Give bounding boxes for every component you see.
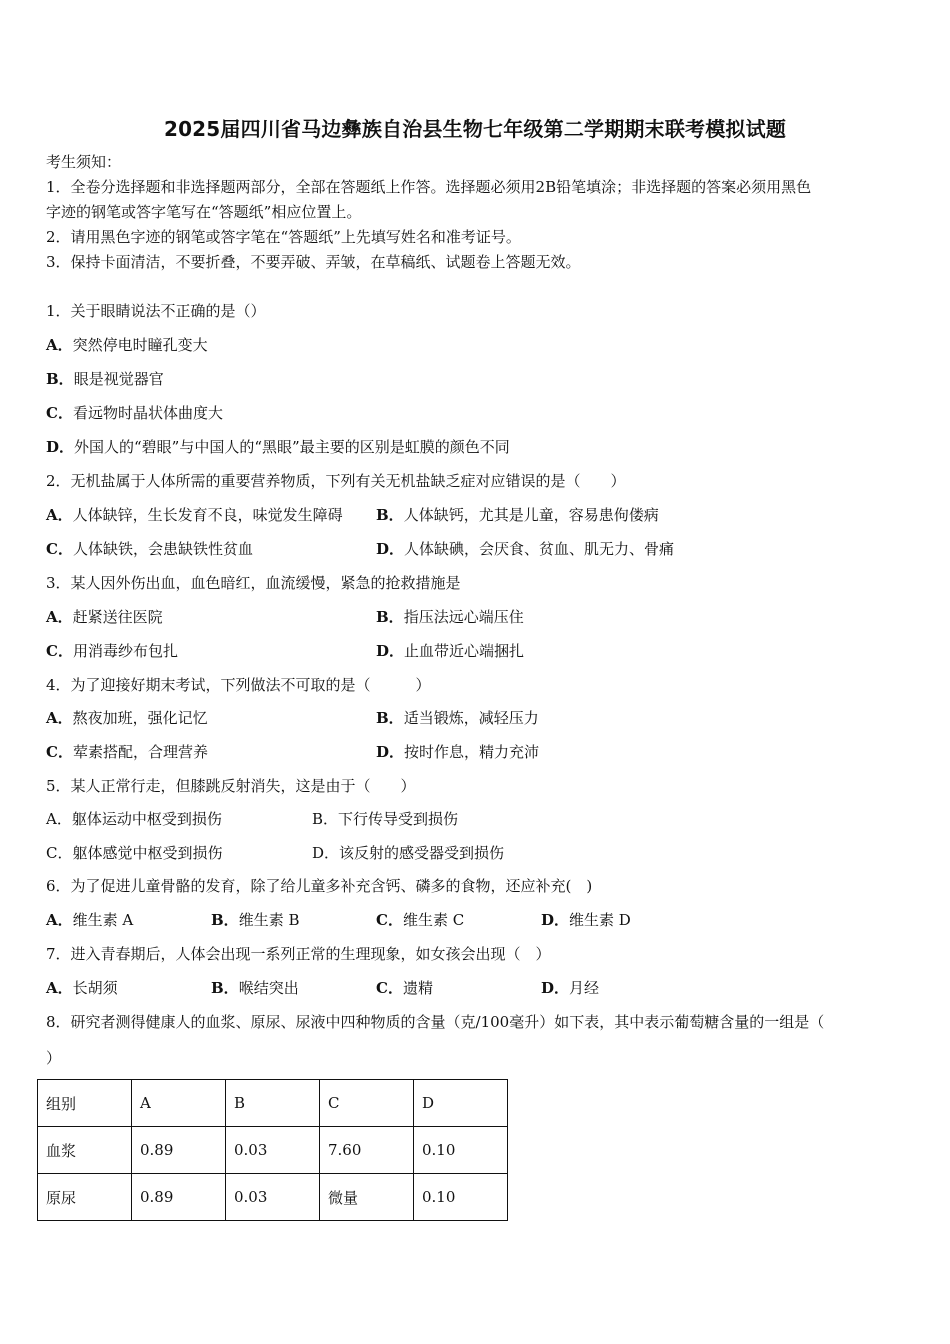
option-label: A． (46, 709, 73, 727)
option-text: 指压法远心端压住 (403, 608, 524, 626)
notice-item-1-line-2: 字迹的钢笔或答字笔写在“答题纸”相应位置上。 (46, 203, 362, 221)
option-label: D． (376, 540, 405, 558)
option-label: B． (376, 709, 404, 727)
table-cell: 0.10 (414, 1127, 508, 1174)
q2-stem: 2．无机盐属于人体所需的重要营养物质，下列有关无机盐缺乏症对应错误的是（ ） (46, 472, 626, 490)
q3-option-a (46, 607, 163, 627)
option-text: 长胡须 (72, 979, 118, 997)
q1-option-d (46, 437, 510, 457)
table-cell: 微量 (320, 1174, 414, 1221)
table-row (38, 1127, 508, 1174)
option-label: D． (541, 911, 570, 929)
q8-data-table (37, 1079, 508, 1221)
option-text: 止血带近心端捆扎 (404, 642, 525, 660)
option-text: 月经 (569, 979, 600, 997)
table-cell: C (320, 1080, 414, 1127)
q5-option-d: D．该反射的感受器受到损伤 (312, 844, 505, 862)
option-text: 维生素 A (72, 911, 134, 929)
option-label: B． (211, 911, 239, 929)
option-label: C． (376, 911, 403, 929)
q8-stem-line-2: ） (46, 1049, 62, 1067)
table-cell: 0.89 (132, 1174, 226, 1221)
table-cell: B (226, 1080, 320, 1127)
q2-option-b (376, 505, 659, 525)
option-label: C． (376, 979, 403, 997)
option-text: 荤素搭配，合理营养 (72, 743, 208, 761)
option-label: B． (46, 370, 74, 388)
q5-option-a: A．躯体运动中枢受到损伤 (46, 810, 222, 828)
option-label: A． (46, 336, 73, 354)
q4-stem: 4．为了迎接好期末考试，下列做法不可取的是（ ） (46, 676, 431, 694)
option-label: C． (46, 743, 73, 761)
option-text: 熬夜加班，强化记忆 (72, 709, 208, 727)
q1-stem: 1．关于眼睛说法不正确的是（） (46, 302, 266, 320)
option-text: 喉结突出 (238, 979, 299, 997)
table-header-row (38, 1080, 508, 1127)
option-text: 用消毒纱布包扎 (72, 642, 178, 660)
q5-stem: 5．某人正常行走，但膝跳反射消失，这是由于（ ） (46, 777, 416, 795)
table-cell: 0.10 (414, 1174, 508, 1221)
option-label: C． (46, 540, 73, 558)
q2-option-d (376, 539, 674, 559)
q6-stem: 6．为了促进儿童骨骼的发育，除了给儿童多补充含钙、磷多的食物，还应补充( ) (46, 877, 593, 895)
q2-option-c (46, 539, 253, 559)
option-label: A． (46, 979, 73, 997)
q2-option-a (46, 505, 343, 525)
q1-option-a (46, 335, 208, 355)
q4-option-b (376, 708, 539, 728)
q7-option-d (541, 978, 599, 998)
q3-option-c (46, 641, 178, 661)
option-text: 外国人的“碧眼”与中国人的“黑眼”最主要的区别是虹膜的颜色不同 (74, 438, 510, 456)
option-label: B． (211, 979, 239, 997)
notice-item-2: 2．请用黑色字迹的钢笔或答字笔在“答题纸”上先填写姓名和准考证号。 (46, 228, 521, 246)
option-text: 遗精 (402, 979, 433, 997)
table-cell: 0.89 (132, 1127, 226, 1174)
option-text: 人体缺碘，会厌食、贫血、肌无力、骨痛 (404, 540, 675, 558)
q7-option-a (46, 978, 118, 998)
option-label: D． (376, 743, 405, 761)
table-cell: 血浆 (38, 1127, 132, 1174)
option-label: A． (46, 506, 73, 524)
option-text: 按时作息，精力充沛 (404, 743, 540, 761)
option-text: 维生素 C (402, 911, 465, 929)
option-text: 适当锻炼，减轻压力 (403, 709, 539, 727)
option-text: 维生素 B (238, 911, 300, 929)
q1-option-b (46, 369, 164, 389)
option-label: B． (376, 608, 404, 626)
option-label: D． (46, 438, 75, 456)
q5-option-c: C．躯体感觉中枢受到损伤 (46, 844, 223, 862)
q7-stem: 7．进入青春期后，人体会出现一系列正常的生理现象，如女孩会出现（ ） (46, 945, 551, 963)
page-title: 2025届四川省马边彝族自治县生物七年级第二学期期末联考模拟试题 (163, 117, 787, 141)
option-text: 眼是视觉器官 (73, 370, 164, 388)
table-cell: 7.60 (320, 1127, 414, 1174)
option-text: 突然停电时瞳孔变大 (72, 336, 208, 354)
table-cell: 原尿 (38, 1174, 132, 1221)
option-label: C． (46, 404, 73, 422)
q5-option-b: B．下行传导受到损伤 (312, 810, 459, 828)
option-label: B． (376, 506, 404, 524)
table-cell: 组别 (38, 1080, 132, 1127)
notice-heading: 考生须知： (46, 153, 122, 171)
q3-option-b (376, 607, 524, 627)
q7-option-b (211, 978, 299, 998)
q7-option-c (376, 978, 433, 998)
table-cell: 0.03 (226, 1127, 320, 1174)
option-text: 赶紧送往医院 (72, 608, 163, 626)
notice-item-3: 3．保持卡面清洁，不要折叠，不要弄破、弄皱，在草稿纸、试题卷上答题无效。 (46, 253, 581, 271)
table-cell: 0.03 (226, 1174, 320, 1221)
q1-option-c (46, 403, 223, 423)
option-label: A． (46, 911, 73, 929)
q6-option-c (376, 910, 464, 930)
option-label: D． (376, 642, 405, 660)
q4-option-a (46, 708, 208, 728)
q8-stem-line-1: 8．研究者测得健康人的血浆、原尿、尿液中四种物质的含量（克/100毫升）如下表，其中表示葡萄糖含量的一组是（ (46, 1013, 825, 1031)
notice-item-1-line-1: 1．全卷分选择题和非选择题两部分，全部在答题纸上作答。选择题必须用2B铅笔填涂；非选择题的答案必须用黑色 (46, 178, 812, 196)
option-label: A． (46, 608, 73, 626)
q4-option-d (376, 742, 539, 762)
option-label: D． (541, 979, 570, 997)
q3-option-d (376, 641, 524, 661)
table-cell: D (414, 1080, 508, 1127)
table-row (38, 1174, 508, 1221)
option-text: 维生素 D (569, 911, 631, 929)
q4-option-c (46, 742, 208, 762)
option-text: 人体缺锌，生长发育不良，味觉发生障碍 (72, 506, 343, 524)
q6-option-d (541, 910, 631, 930)
q6-option-a (46, 910, 133, 930)
option-text: 人体缺铁，会患缺铁性贫血 (72, 540, 253, 558)
option-text: 人体缺钙，尤其是儿童，容易患佝偻病 (403, 506, 659, 524)
option-label: C． (46, 642, 73, 660)
option-text: 看远物时晶状体曲度大 (72, 404, 223, 422)
q3-stem: 3．某人因外伤出血，血色暗红，血流缓慢，紧急的抢救措施是 (46, 574, 461, 592)
table-cell: A (132, 1080, 226, 1127)
q6-option-b (211, 910, 299, 930)
